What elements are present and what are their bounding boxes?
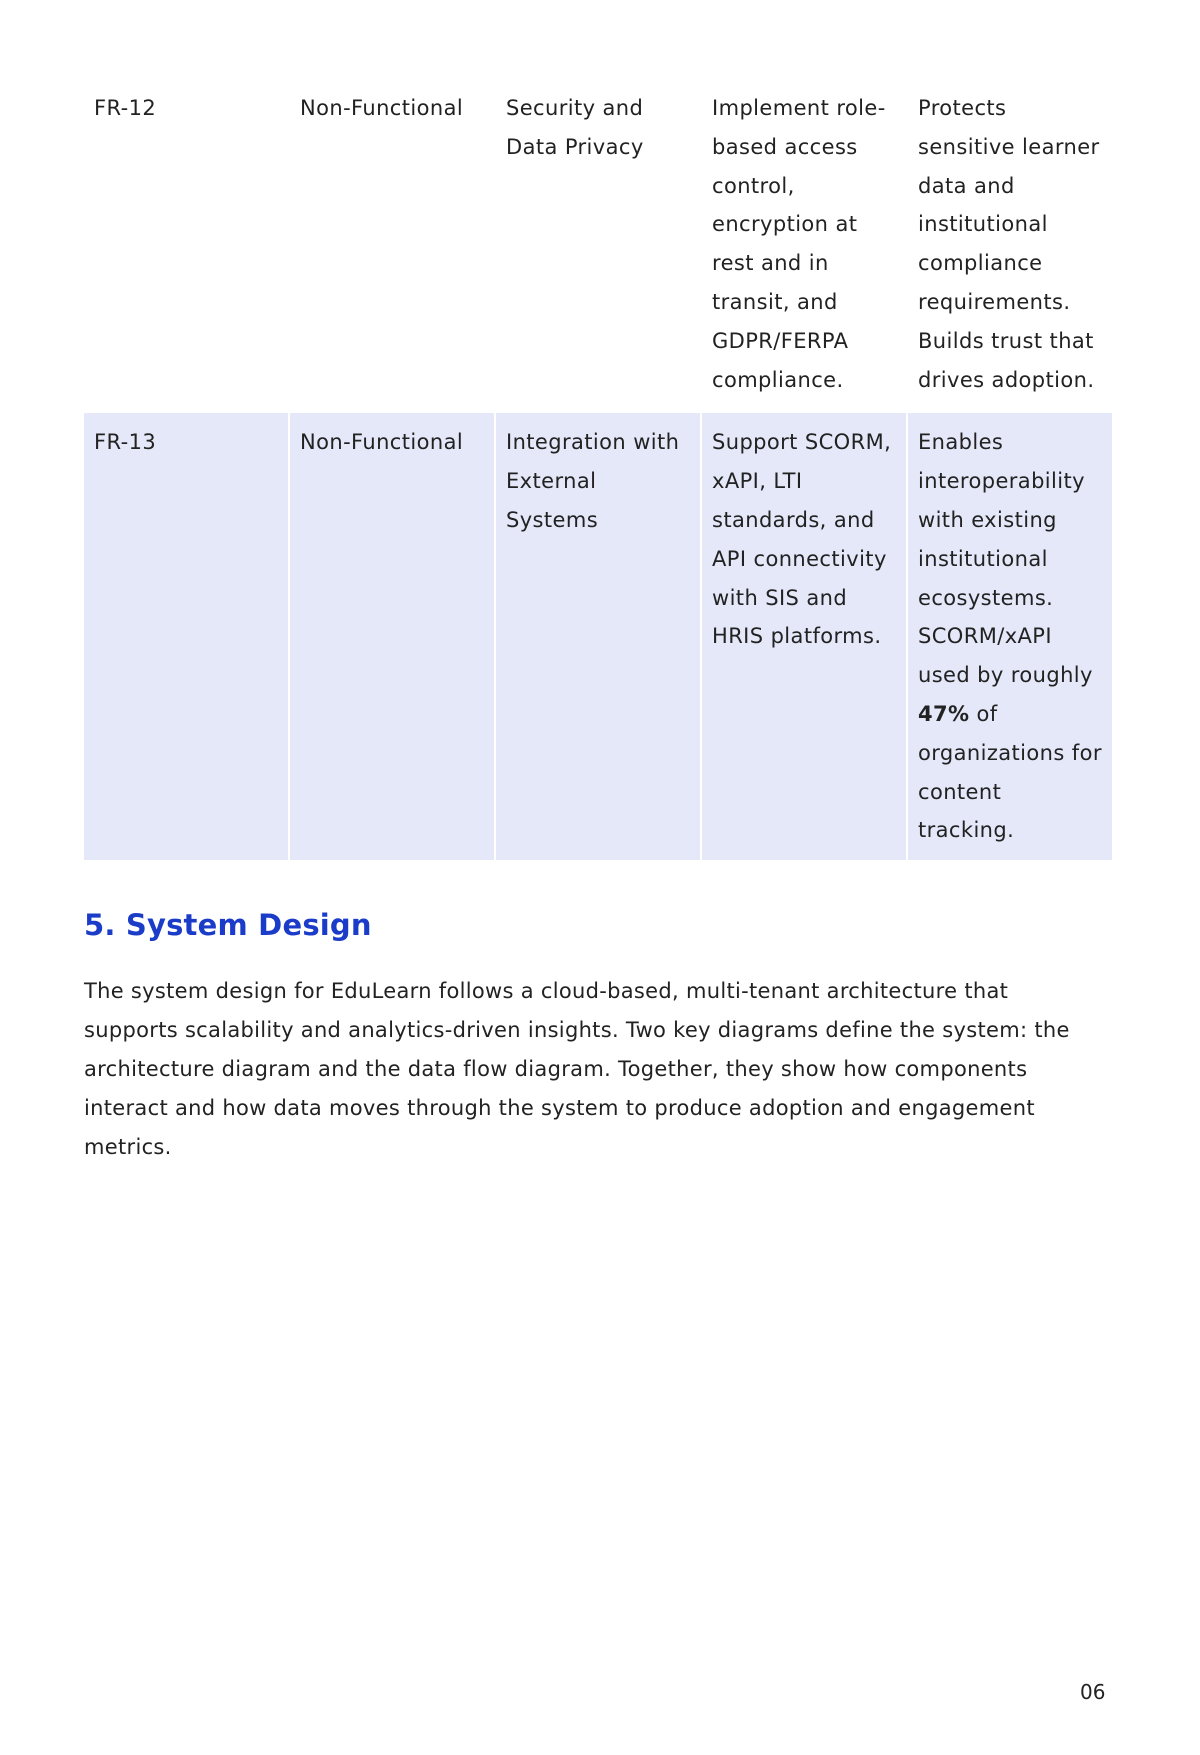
req-description-cell: Support SCORM, xAPI, LTI standards, and API connectivity with SIS and HRIS platforms. — [702, 413, 906, 860]
table-row — [84, 82, 1112, 413]
req-id-cell: FR-12 — [94, 96, 157, 120]
req-description-cell: Implement role-based access control, encryption at rest and in transit, and GDPR/FERPA compliance. — [712, 96, 886, 392]
req-type-cell: Non-Functional — [290, 413, 494, 860]
document-page — [84, 82, 1108, 1167]
req-type-cell: Non-Functional — [300, 96, 464, 120]
rationale-text: of organizations for content tracking. — [918, 701, 1102, 843]
rationale-text: Enables interoperability with existing institutional ecosystems. SCORM/xAPI used by roughly — [918, 430, 1093, 688]
rationale-highlight: 47% — [918, 701, 970, 726]
req-rationale-cell: Protects sensitive learner data and institutional compliance requirements. Builds trust that drives adoption. — [918, 96, 1100, 392]
section-heading: 5. System Design — [84, 908, 372, 943]
req-id-cell: FR-13 — [84, 413, 288, 860]
req-name-cell: Security and Data Privacy — [506, 96, 644, 159]
table-row — [84, 413, 1112, 860]
section-paragraph: The system design for EduLearn follows a cloud-based, multi-tenant architecture that supports scalability and analytics-driven insights. Two key diagrams define the system: the architecture diagram and the data flow diagram. Together, they show how components interact and how data moves through the system to produce adoption and engagement metrics. — [84, 979, 1070, 1160]
requirements-table — [82, 82, 1114, 860]
req-name-cell: Integration with External Systems — [496, 413, 700, 860]
req-rationale-cell — [908, 413, 1112, 860]
page-number: 06 — [1080, 1680, 1106, 1704]
